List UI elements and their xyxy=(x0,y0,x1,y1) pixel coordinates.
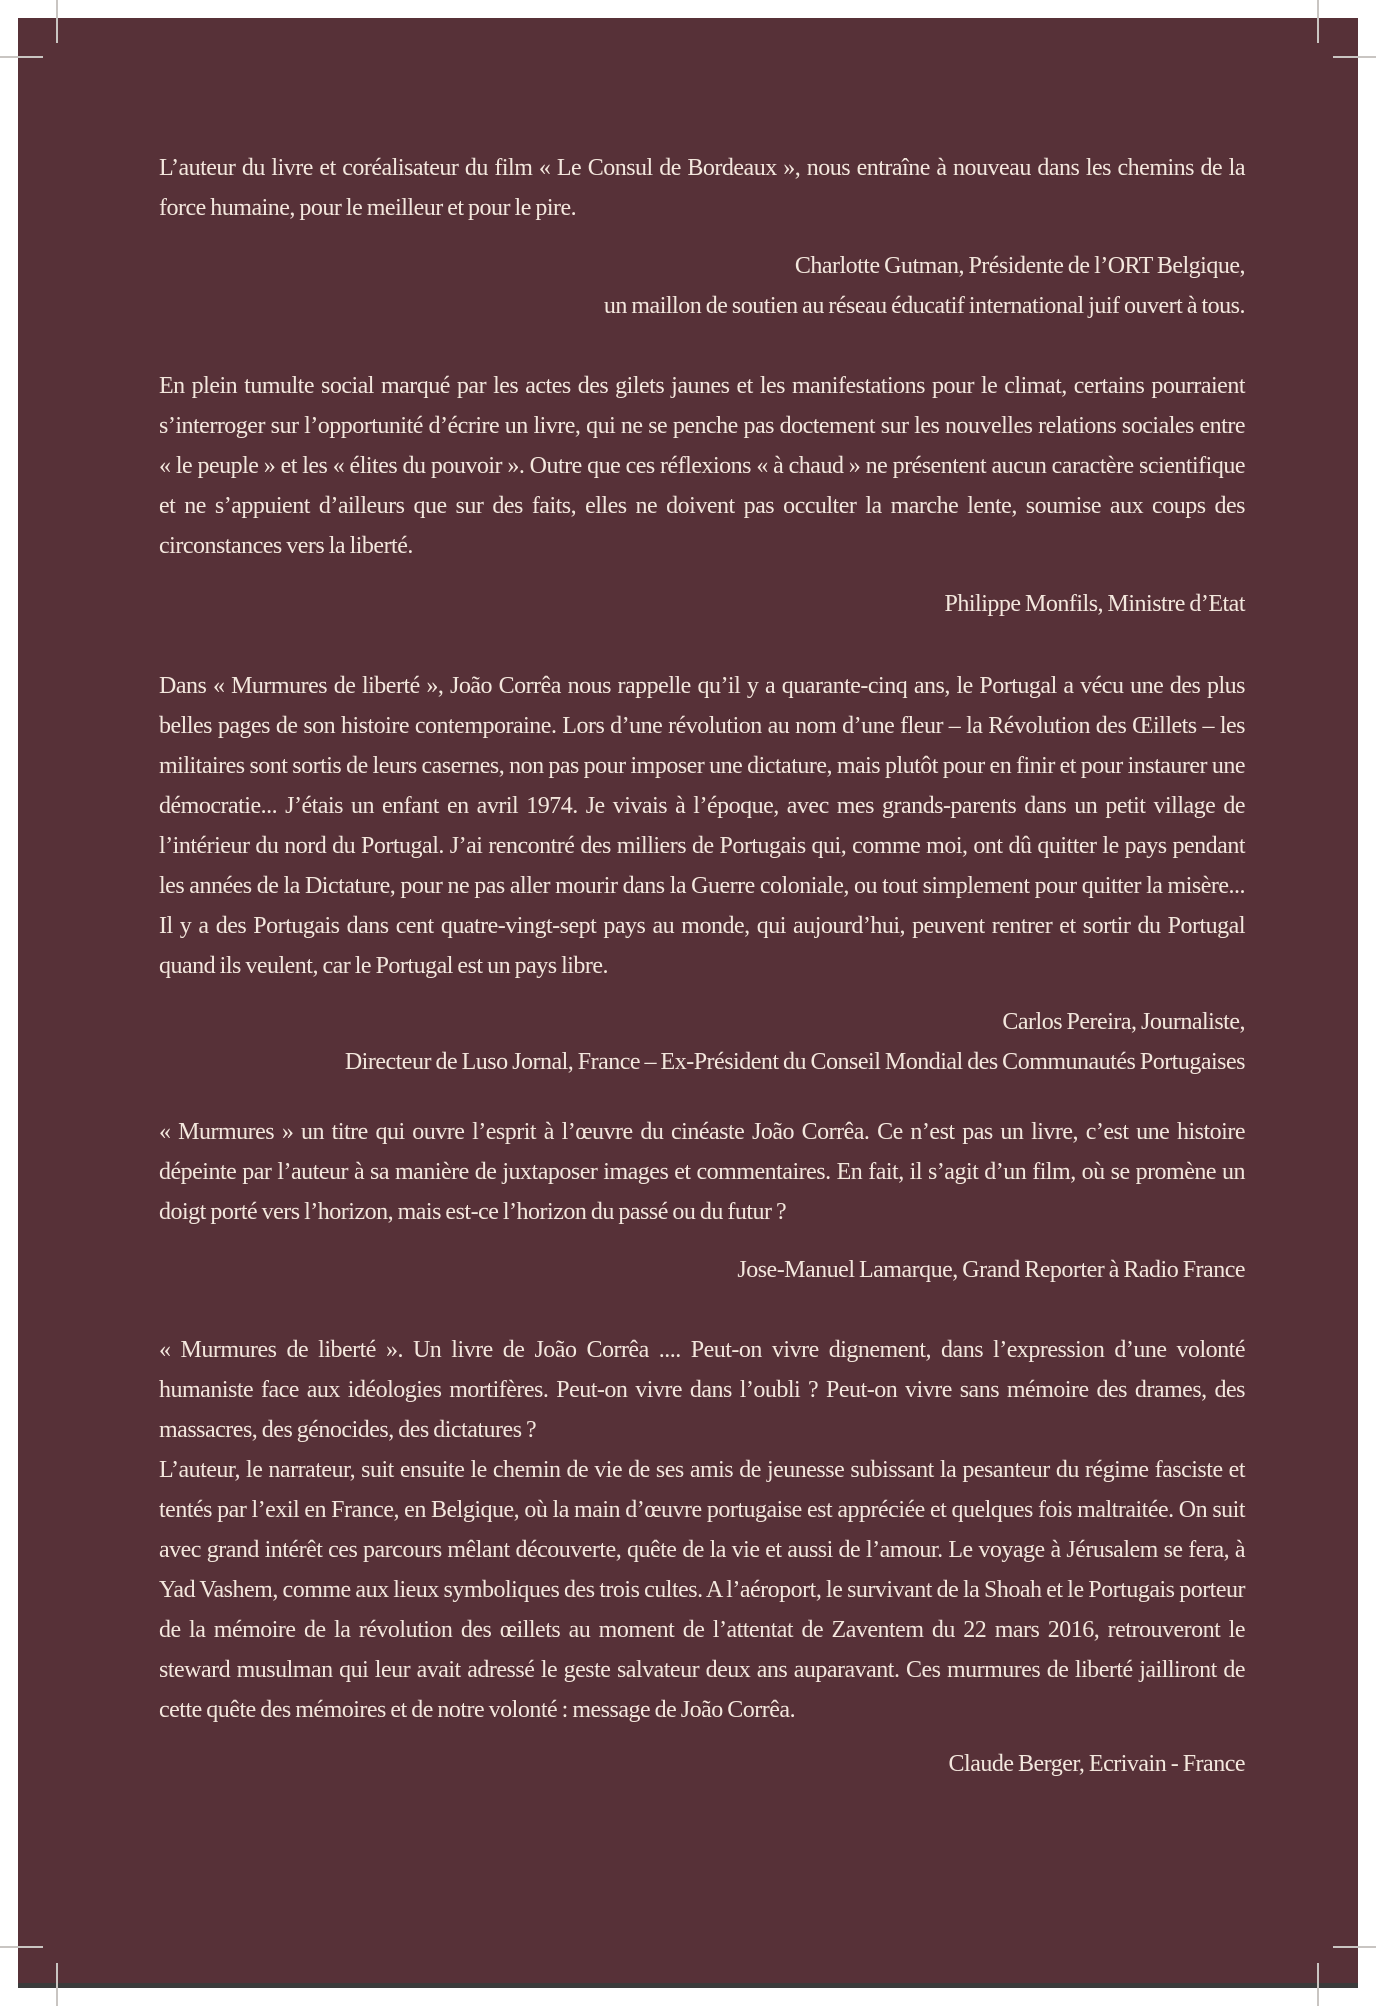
quote-paragraph: En plein tumulte social marqué par les actes des gilets jaunes et les manifestations pour le climat, certains pourraient s’interroger sur l’opportunité d’écrire un livre, qui ne se penche pas doctement sur les nouvelles relations sociales entre « le peuple » et les « élites du pouvoir ». Outre que ces réflexions « à chaud » ne présentent aucun caractère scientifique et ne s’appuient d’ailleurs que sur des faits, elles ne doivent pas occulter la marche lente, soumise aux coups des circonstances vers la liberté. xyxy=(159,373,1245,559)
quote-attribution-line: un maillon de soutien au réseau éducatif international juif ouvert à tous. xyxy=(603,293,1245,319)
quote-paragraph: Dans « Murmures de liberté », João Corrêa nous rappelle qu’il y a quarante-cinq ans, le Portugal a vécu une des plus belles pages de son histoire contemporaine. Lors d’une révolution au nom d’une fleur – la Révolution des Œillets – les militaires sont sortis de leurs casernes, non pas pour imposer une dictature, mais plutôt pour en finir et pour instaurer une démocratie... J’étais un enfant en avril 1974. Je vivais à l’époque, avec mes grands-parents dans un petit village de l’intérieur du nord du Portugal. J’ai rencontré des milliers de Portugais qui, comme moi, ont dû quitter le pays pendant les années de la Dictature, pour ne pas aller mourir dans la Guerre coloniale, ou tout simplement pour quitter la misère... Il y a des Portugais dans cent quatre-vingt-sept pays au monde, qui aujourd’hui, peuvent rentrer et sortir du Portugal quand ils veulent, car le Portugal est un pays libre. xyxy=(159,673,1245,979)
quote-attribution-line: Claude Berger, Ecrivain - France xyxy=(948,1751,1245,1777)
crop-mark-top-left-vertical xyxy=(56,0,58,43)
quote-attribution-line: Directeur de Luso Jornal, France – Ex-Président du Conseil Mondial des Communautés Portugaises xyxy=(344,1049,1245,1075)
quote-attribution-line: Philippe Monfils, Ministre d’Etat xyxy=(944,591,1245,617)
quote-block-monfils xyxy=(159,366,1245,624)
quote-attribution-line: Jose-Manuel Lamarque, Grand Reporter à Radio France xyxy=(737,1257,1245,1283)
blurb-panel xyxy=(18,18,1358,1983)
crop-mark-bottom-left-horizontal xyxy=(0,1946,43,1948)
quote-paragraph: « Murmures de liberté ». Un livre de João Corrêa .... Peut-on vivre dignement, dans l’expression d’une volonté humaniste face aux idéologies mortifères. Peut-on vivre dans l’oubli ? Peut-on vivre sans mémoire des drames, des massacres, des génocides, des dictatures ? xyxy=(159,1337,1245,1443)
quote-paragraph: L’auteur, le narrateur, suit ensuite le chemin de vie de ses amis de jeunesse subissant la pesanteur du régime fasciste et tentés par l’exil en France, en Belgique, où la main d’œuvre portugaise est appréciée et quelques fois maltraitée. On suit avec grand intérêt ces parcours mêlant découverte, quête de la vie et aussi de l’amour. Le voyage à Jérusalem se fera, à Yad Vashem, comme aux lieux symboliques des trois cultes. A l’aéroport, le survivant de la Shoah et le Portugais porteur de la mémoire de la révolution des œillets au moment de l’attentat de Zaventem du 22 mars 2016, retrouveront le steward musulman qui leur avait adressé le geste salvateur deux ans auparavant. Ces murmures de liberté jailliront de cette quête des mémoires et de notre volonté : message de João Corrêa. xyxy=(159,1457,1245,1723)
quote-attribution-line: Carlos Pereira, Journaliste, xyxy=(1002,1009,1245,1035)
crop-mark-bottom-right-vertical xyxy=(1317,1963,1319,2006)
page-bottom-edge xyxy=(18,1983,1358,1988)
crop-mark-bottom-right-horizontal xyxy=(1333,1946,1376,1948)
quote-paragraph: L’auteur du livre et coréalisateur du film « Le Consul de Bordeaux », nous entraîne à nouveau dans les chemins de la force humaine, pour le meilleur et pour le pire. xyxy=(159,155,1245,221)
quote-block-berger xyxy=(159,1330,1245,1784)
crop-mark-top-right-horizontal xyxy=(1333,56,1376,58)
quote-attribution-line: Charlotte Gutman, Présidente de l’ORT Belgique, xyxy=(794,253,1245,279)
quote-block-gutman xyxy=(159,148,1245,326)
quote-block-pereira xyxy=(159,666,1245,1082)
crop-mark-top-left-horizontal xyxy=(0,56,43,58)
quotes-column xyxy=(159,18,1245,1784)
crop-mark-bottom-left-vertical xyxy=(56,1963,58,2006)
quote-paragraph: « Murmures » un titre qui ouvre l’esprit à l’œuvre du cinéaste João Corrêa. Ce n’est pas un livre, c’est une histoire dépeinte par l’auteur à sa manière de juxtaposer images et commentaires. En fait, il s’agit d’un film, où se promène un doigt porté vers l’horizon, mais est-ce l’horizon du passé ou du futur ? xyxy=(159,1119,1245,1225)
quote-block-lamarque xyxy=(159,1112,1245,1290)
crop-mark-top-right-vertical xyxy=(1317,0,1319,43)
